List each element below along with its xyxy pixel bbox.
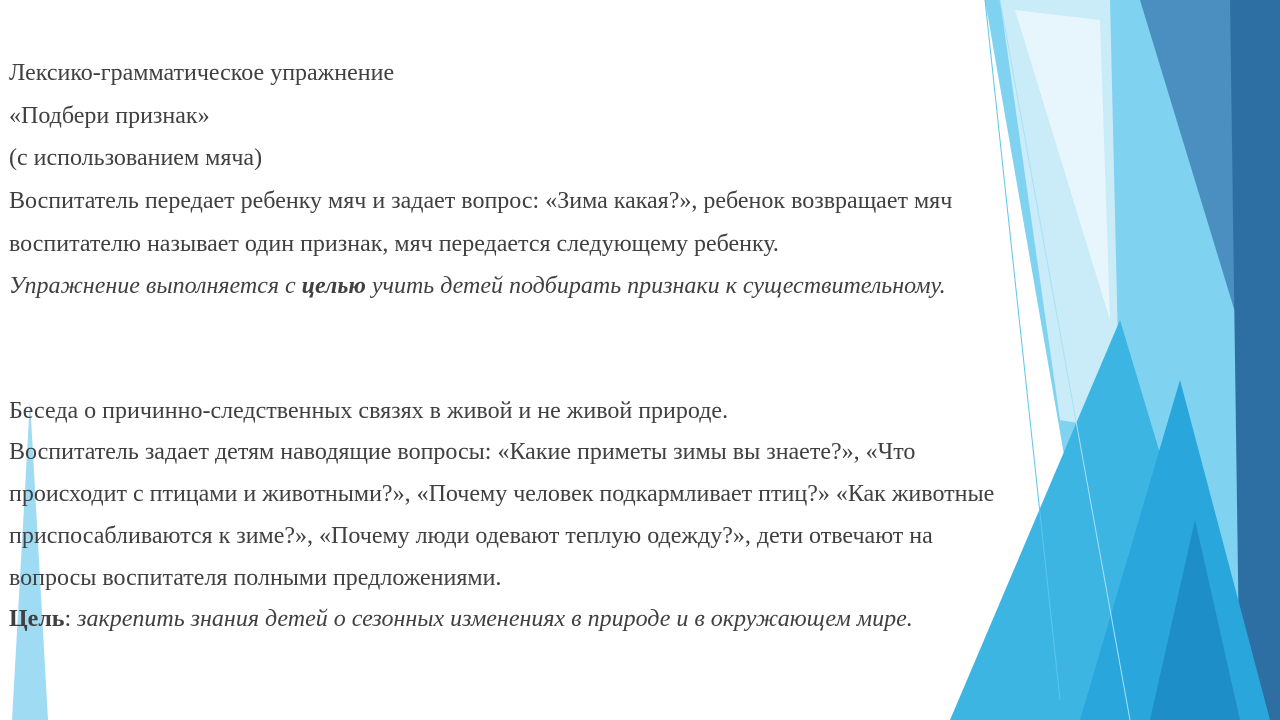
exercise-goal-keyword: целью: [301, 273, 366, 299]
conversation-line-3: приспосабливаются к зиме?», «Почему люди одевают теплую одежду?», дети отвечают на: [9, 523, 933, 549]
exercise-description-line-1: Воспитатель передает ребенку мяч и задает вопрос: «Зима какая?», ребенок возвращает мяч: [9, 188, 953, 214]
conversation-goal-label: Цель: [9, 606, 65, 632]
exercise-title: Лексико-грамматическое упражнение: [9, 60, 395, 86]
conversation-goal-text: закрепить знания детей о сезонных изменениях в природе и в окружающем мире.: [77, 606, 913, 632]
conversation-goal: [9, 604, 913, 634]
conversation-goal-colon: :: [64, 606, 78, 632]
conversation-line-1: Воспитатель задает детям наводящие вопросы: «Какие приметы зимы вы знаете?», «Что: [9, 439, 916, 465]
exercise-goal-prefix: Упражнение выполняется с: [9, 273, 302, 299]
exercise-note: (с использованием мяча): [9, 145, 263, 171]
conversation-line-2: происходит с птицами и животными?», «Почему человек подкармливает птиц?» «Как животные: [9, 481, 995, 507]
conversation-line-4: вопросы воспитателя полными предложениями.: [9, 565, 502, 591]
conversation-title: Беседа о причинно-следственных связях в живой и не живой природе.: [9, 398, 729, 424]
exercise-subtitle: «Подбери признак»: [9, 103, 210, 129]
exercise-goal-text: учить детей подбирать признаки к существительному.: [365, 273, 946, 299]
exercise-description-line-2: воспитателю называет один признак, мяч передается следующему ребенку.: [9, 231, 779, 257]
exercise-goal: [9, 271, 946, 301]
